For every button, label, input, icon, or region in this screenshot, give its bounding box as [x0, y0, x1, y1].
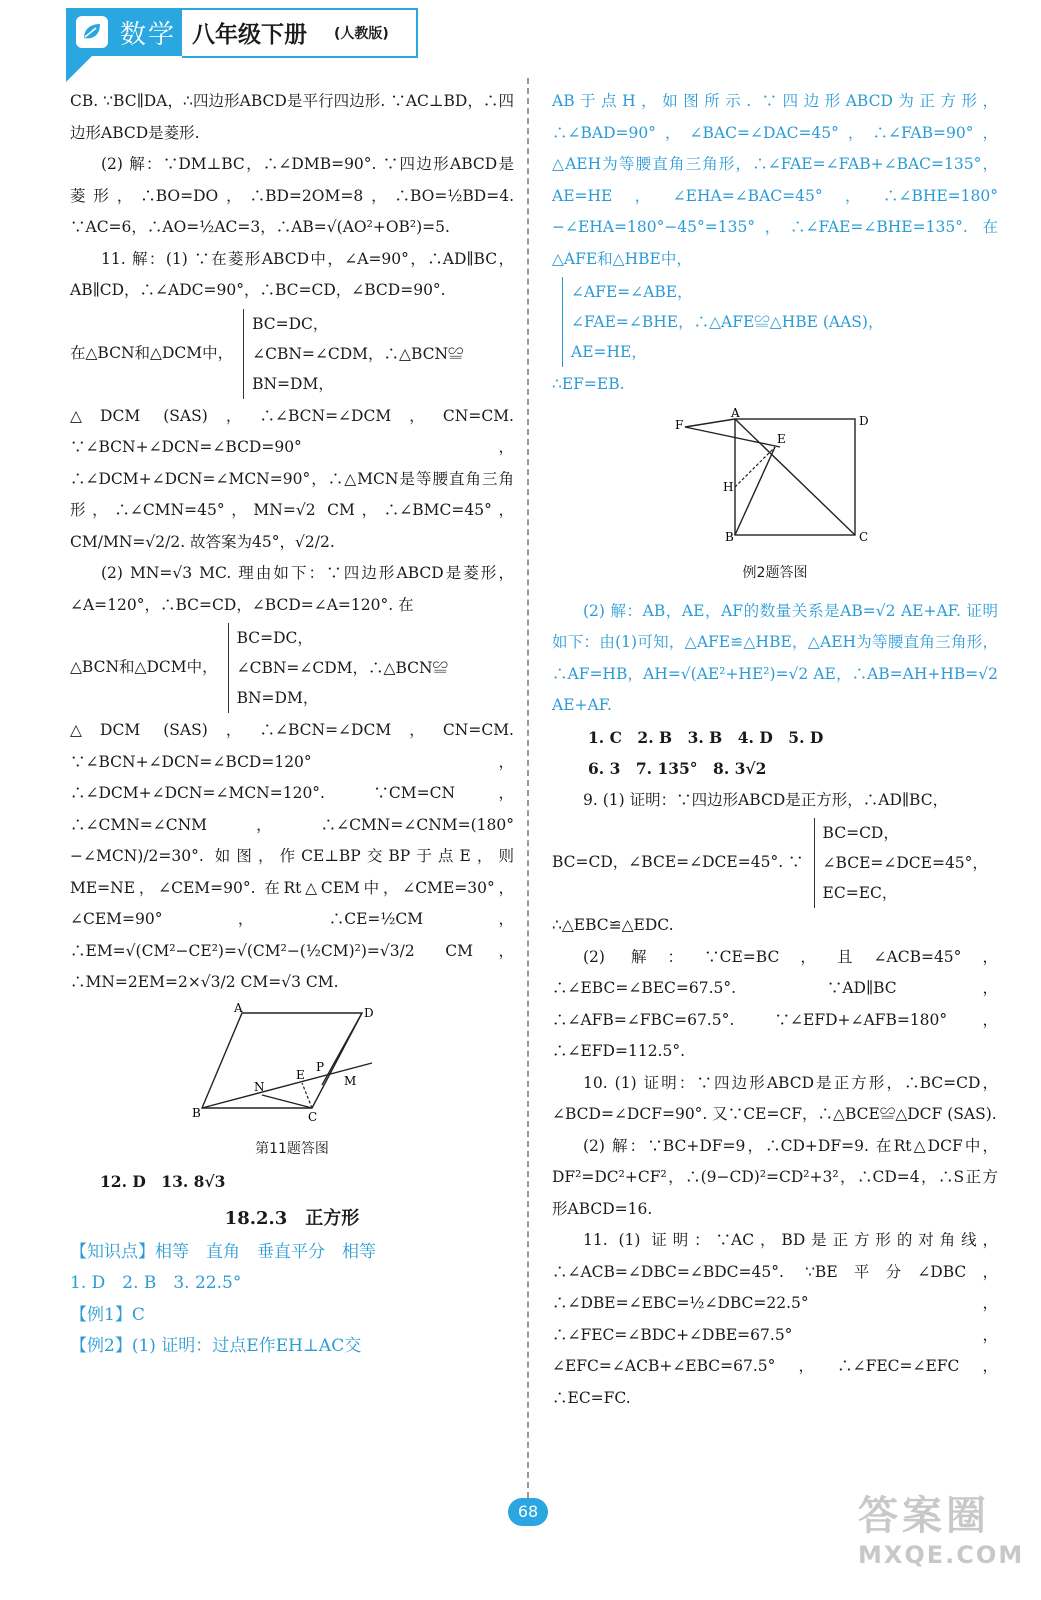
answers-12-13: 12. D 13. 8√3 — [100, 1171, 226, 1191]
text-l2: (2) 解：∵DM⊥BC，∴∠DMB=90°. ∵四边形ABCD是菱形，∴BO=DO，∴BD=2OM=8，∴BO=½BD=4. ∵AC=6，∴AO=½AC=3，∴AB=√(AO²+OB²)=5. — [70, 155, 514, 236]
figure-ex2-caption: 例2题答图 — [742, 565, 808, 581]
svg-text:F: F — [675, 417, 684, 432]
example-1: 【例1】C — [70, 1304, 145, 1325]
svg-text:B: B — [725, 529, 734, 544]
svg-text:N: N — [254, 1079, 265, 1094]
right-column — [552, 86, 998, 1414]
brace-r-line-1: ∠AFE=∠ABE， — [571, 283, 693, 301]
q9-brace-line-3: EC=EC， — [822, 884, 898, 902]
svg-text:A: A — [234, 1002, 243, 1015]
svg-text:D: D — [859, 413, 869, 428]
svg-text:B: B — [192, 1105, 201, 1120]
text-r2: ∴EF=EB. — [552, 375, 625, 393]
figure-ex2-diagram — [675, 407, 875, 547]
text-l1: CB. ∵BC∥DA，∴四边形ABCD是平行四边形. ∵AC⊥BD，∴四边形ABCD是菱形. — [70, 92, 514, 142]
text-l6: (2) MN=√3 MC. 理由如下：∵四边形ABCD是菱形，∠A=120°，∴BC=CD，∠BCD=∠A=120°. 在 — [70, 564, 514, 614]
banner-corner — [66, 56, 92, 82]
left-column — [70, 86, 514, 1363]
brace-1 — [243, 309, 463, 399]
q10-part2: (2) 解：∵BC+DF=9，∴CD+DF=9. 在Rt△DCF中，DF²=DC²+CF²，∴(9−CD)²=CD²+3²，∴CD=4，∴S正方形ABCD=16. — [552, 1136, 998, 1218]
brace-block-2 — [70, 621, 514, 715]
q9-brace-block — [552, 816, 998, 910]
svg-text:E: E — [296, 1067, 305, 1082]
q9-brace-line-1: BC=CD， — [822, 824, 899, 842]
text-r3: (2) 解：AB，AE，AF的数量关系是AB=√2 AE+AF. 证明如下：由(1)可知，△AFE≌△HBE，△AEH为等腰直角三角形，∴AF=HB，AH=√(AE²+HE²)=√2 AE，∴AB=AH+HB=√2 AE+AF. — [552, 601, 998, 714]
svg-text:D: D — [364, 1005, 374, 1020]
figure-11 — [70, 1003, 514, 1166]
answers-6-8: 6. 3 7. 135° 8. 3√2 — [588, 759, 767, 778]
subject-label: 数学 — [120, 20, 177, 50]
figure-11-diagram — [192, 1003, 392, 1123]
brace-2-line-1: BC=DC， — [236, 629, 313, 647]
section-title: 18.2.3 正方形 — [224, 1208, 360, 1229]
brace-2-line-3: BN=DM， — [236, 689, 319, 707]
text-r1: AB于点H，如图所示. ∵四边形ABCD为正方形，∴∠BAD=90°，∠BAC=∠DAC=45°，∴∠FAB=90°，△AEH为等腰直角三角形，∴∠FAE=∠FAB+∠BAC=135°，AE=HE，∠EHA=∠BAC=45°，∴∠BHE=180°−∠EHA=180°−45°=135°，∴∠FAE=∠BHE=135°. 在△AFE和△HBE中， — [552, 92, 998, 268]
brace-2-line-2: ∠CBN=∠CDM，∴△BCN≌ — [236, 659, 449, 677]
column-divider — [527, 78, 529, 1498]
brace-prefix-2: △BCN和△DCM中， — [70, 658, 218, 677]
svg-text:M: M — [344, 1073, 357, 1088]
example-2-start: 【例2】(1) 证明：过点E作EH⊥AC交 — [70, 1336, 362, 1356]
brace-r-line-3: AE=HE， — [571, 343, 647, 361]
q9-conclusion: ∴△EBC≌△EDC. — [552, 916, 674, 934]
watermark-line-1: 答案圈 — [858, 1493, 990, 1539]
svg-text:E: E — [777, 431, 786, 446]
q9-brace-line-2: ∠BCE=∠DCE=45°， — [822, 854, 988, 872]
page-header — [66, 8, 416, 62]
watermark — [858, 1484, 1024, 1569]
watermark-line-2: MXQE.COM — [858, 1541, 1025, 1569]
brace-r — [562, 277, 998, 367]
svg-text:A: A — [731, 406, 740, 420]
grade-label: 八年级下册 — [192, 22, 307, 48]
brace-2 — [228, 623, 448, 713]
figure-ex2 — [552, 407, 998, 590]
q11-part1: 11. (1) 证明：∵AC，BD是正方形的对角线，∴∠ACB=∠DBC=∠BDC=45°. ∵BE平分∠DBC，∴∠DBE=∠EBC=½∠DBC=22.5°，∴∠FEC=∠BDC+∠DBE=67.5°，∠EFC=∠ACB+∠EBC=67.5°，∴∠FEC=∠EFC，∴EC=FC. — [552, 1231, 998, 1407]
answers-1-5: 1. C 2. B 3. B 4. D 5. D — [588, 727, 824, 747]
q9-part2: (2) 解：∵CE=BC，且∠ACB=45°，∴∠EBC=∠BEC=67.5°. ∵AD∥BC，∴∠AFB=∠FBC=67.5°. ∵∠EFD+∠AFB=180°，∴∠EFD=112.5°. — [552, 947, 998, 1060]
page-number: 68 — [508, 1498, 548, 1526]
answers-1-3: 1. D 2. B 3. 22.5° — [70, 1273, 242, 1293]
knowledge-points: 【知识点】相等 直角 垂直平分 相等 — [70, 1241, 376, 1262]
text-l5: △DCM (SAS)，∴∠BCN=∠DCM，CN=CM. ∵∠BCN+∠DCN=∠BCD=90°，∴∠DCM+∠DCN=∠MCN=90°，∴△MCN是等腰直角三角形，∴∠CMN=45°，MN=√2 CM，∴∠BMC=45°，CM/MN=√2/2. 故答案为45°，√2/2. — [70, 406, 514, 551]
brace-1-line-2: ∠CBN=∠CDM，∴△BCN≌ — [252, 344, 464, 363]
brace-1-line-1: BC=DC， — [252, 314, 329, 333]
q9-prefix: BC=CD，∠BCE=∠DCE=45°. ∵ — [552, 853, 804, 872]
svg-text:C: C — [308, 1109, 318, 1123]
leaf-icon — [76, 16, 108, 48]
brace-block-1 — [70, 307, 514, 401]
svg-text:H: H — [723, 479, 734, 494]
edition-label: (人教版) — [334, 26, 389, 42]
brace-prefix-1: 在△BCN和△DCM中， — [70, 343, 234, 362]
brace-r-line-2: ∠FAE=∠BHE，∴△AFE≌△HBE (AAS)， — [571, 313, 884, 331]
svg-text:P: P — [316, 1059, 325, 1074]
q9-brace — [814, 818, 988, 908]
figure-11-caption: 第11题答图 — [255, 1141, 329, 1157]
svg-text:C: C — [859, 529, 869, 544]
text-l8: △DCM (SAS)，∴∠BCN=∠DCM，CN=CM. ∵∠BCN+∠DCN=∠BCD=120°，∴∠DCM+∠DCN=∠MCN=120°. ∵CM=CN，∴∠CMN=∠CNM，∴∠CMN=∠CNM=(180°−∠MCN)/2=30°. 如图，作CE⊥BP交BP于点E，则ME=NE，∠CEM=90°. 在Rt△CEM中，∠CME=30°，∠CEM=90°，∴CE=½CM，∴EM=√(CM²−CE²)=√(CM²−(½CM)²)=√3/2 CM，∴MN=2EM=2×√3/2 CM=√3 CM. — [70, 721, 514, 991]
q10-part1: 10. (1) 证明：∵四边形ABCD是正方形，∴BC=CD，∠BCD=∠DCF=90°. 又∵CE=CF，∴△BCE≌△DCF (SAS). — [552, 1073, 998, 1123]
text-l3: 11. 解：(1) ∵在菱形ABCD中，∠A=90°，∴AD∥BC，AB∥CD，∴∠ADC=90°，∴BC=CD，∠BCD=90°. — [70, 249, 514, 299]
brace-1-line-3: BN=DM， — [252, 374, 334, 393]
q9-intro: 9. (1) 证明：∵四边形ABCD是正方形，∴AD∥BC， — [583, 790, 949, 809]
